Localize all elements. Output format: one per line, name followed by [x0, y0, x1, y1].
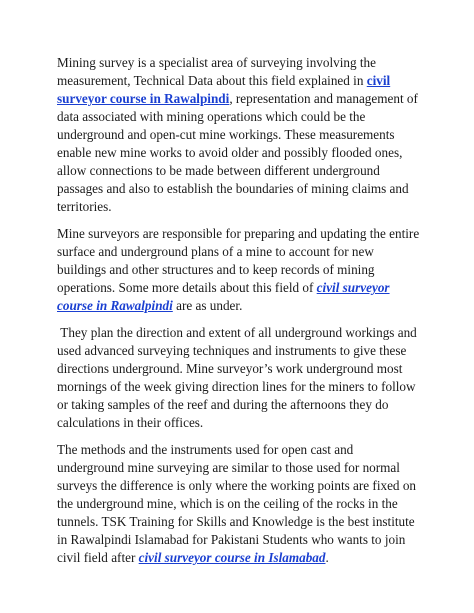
paragraph-4-text-2: .: [325, 550, 329, 565]
civil-surveyor-islamabad-link[interactable]: civil surveyor course in Islamabad: [138, 550, 326, 565]
civil-surveyor-rawalpindi-link-2[interactable]: civil surveyor course in Rawalpindi: [57, 280, 390, 313]
paragraph-3-text-1: They plan the direction and extent of all underground workings and used advanced surveying techniques and instruments to give these directions underground. Mine surveyor’s work underground most mornings of the week giving direction lines for the miners to follow or taking samples of the reef and during the afternoons they do calculations in their offices.: [57, 325, 421, 430]
paragraph-1-text-1: Mining survey is a specialist area of surveying involving the measurement, Technical Data about this field explained in: [57, 55, 376, 88]
paragraph-4: [57, 441, 422, 567]
paragraph-2: [57, 225, 422, 315]
paragraph-2-text-1: Mine surveyors are responsible for preparing and updating the entire surface and underground plans of a mine to account for new buildings and other structures and to keep records of mining operations. Some more details about this field of: [57, 226, 420, 295]
paragraph-1: [57, 54, 422, 216]
paragraph-2-text-2: are as under.: [172, 298, 243, 313]
paragraph-3: [57, 324, 422, 432]
paragraph-4-text-1: The methods and the instruments used for open cast and underground mine surveying are similar to those used for normal surveys the difference is only where the working points are fixed on the underground mine, which is on the ceiling of the rocks in the tunnels. TSK Training for Skills and Knowledge is the best institute in Rawalpindi Islamabad for Pakistani Students who wants to join civil field after: [57, 442, 417, 565]
document-body: [57, 54, 422, 576]
civil-surveyor-rawalpindi-link[interactable]: civil surveyor course in Rawalpindi: [57, 73, 391, 106]
paragraph-1-text-2: , representation and management of data associated with mining operations which could be the underground and open-cut mine workings. These measurements enable new mine works to avoid older and possibly flooded ones, allow connections to be made between different underground passages and also to establish the boundaries of mining claims and territories.: [57, 91, 418, 214]
